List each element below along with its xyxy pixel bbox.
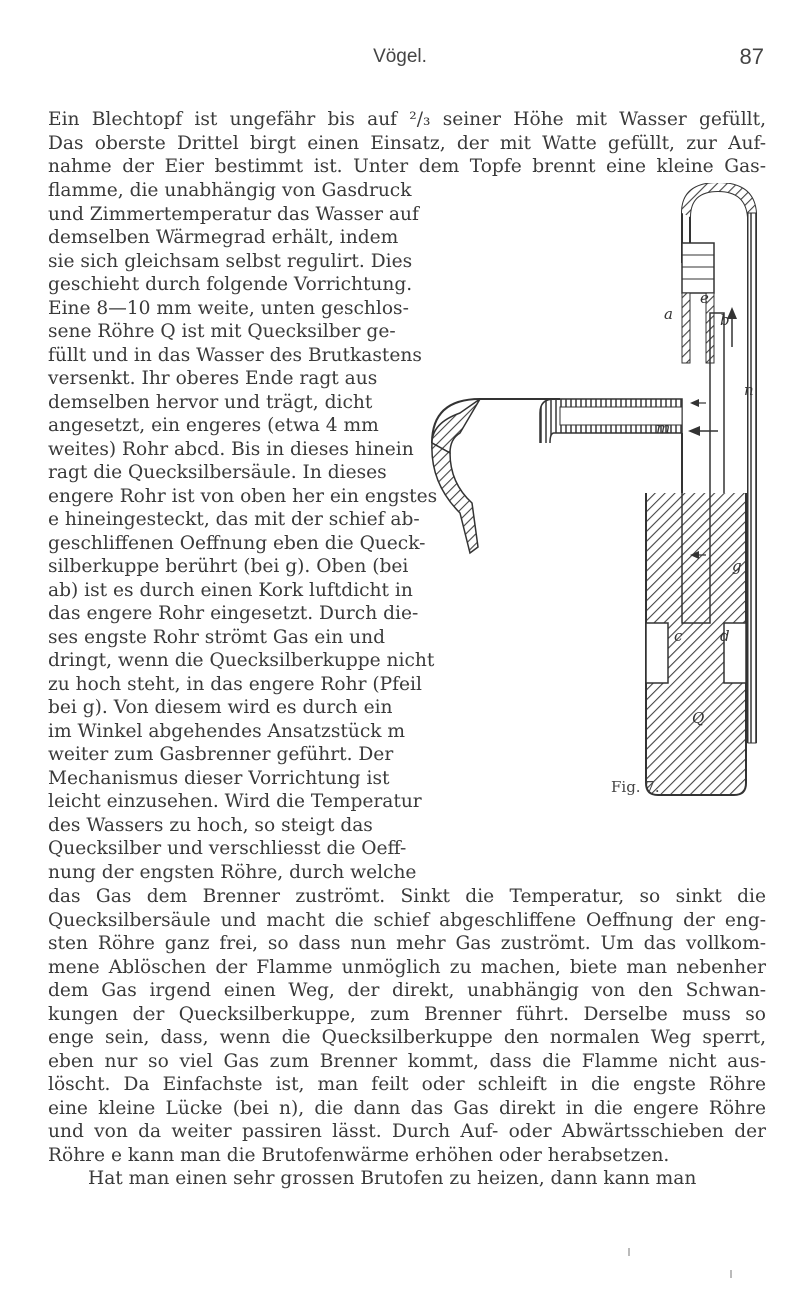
mercury-vessel-q xyxy=(646,493,746,795)
text-line: Quecksilber und verschliesst die Oeff- xyxy=(48,838,407,859)
text-line: nahme der Eier bestimmt ist. Unter dem Topfe brennt eine kleine Gas- xyxy=(48,156,766,177)
label-b: b xyxy=(720,311,730,329)
label-e: e xyxy=(700,289,709,307)
text-line: engere Rohr ist von oben her ein engstes xyxy=(48,485,438,507)
text-line: sten Röhre ganz frei, so dass nun mehr Gas zuströmt. Um das vollkom- xyxy=(48,933,766,954)
text-line: Röhre e kann man die Brutofenwärme erhöhen oder herabsetzen. xyxy=(48,1144,670,1166)
text-line: Mechanismus dieser Vorrichtung ist xyxy=(48,767,390,789)
text-line: sene Röhre Q ist mit Quecksilber ge- xyxy=(48,321,396,342)
text-line: demselben Wärmegrad erhält, indem xyxy=(48,227,399,248)
text-line: bei g). Von diesem wird es durch ein xyxy=(48,697,393,718)
text-line: ragt die Quecksilbersäule. In dieses xyxy=(48,462,387,483)
figure-caption: Fig. 7. xyxy=(611,778,660,796)
paragraph-bottom xyxy=(48,885,766,1191)
scan-mark xyxy=(730,1270,732,1278)
text-line: Hat man einen sehr grossen Brutofen zu heizen, dann kann man xyxy=(88,1168,697,1189)
text-line: eine kleine Lücke (bei n), die dann das Gas direkt in die engere Röhre xyxy=(48,1097,766,1119)
label-n: n xyxy=(744,381,754,399)
text-line: geschliffenen Oeffnung eben die Queck- xyxy=(48,532,426,554)
running-title: Vögel. xyxy=(373,46,427,67)
text-line: ab) ist es durch einen Kork luftdicht in xyxy=(48,579,413,601)
label-c: c xyxy=(674,627,683,645)
text-line: zu hoch steht, in das engere Rohr (Pfeil xyxy=(48,673,422,695)
text-line: Ein Blechtopf ist ungefähr bis auf ²/₃ seiner Höhe mit Wasser gefüllt, xyxy=(48,109,766,130)
label-g: g xyxy=(732,557,742,575)
figure-7-thermoregulator xyxy=(420,183,770,803)
text-line: Eine 8—10 mm weite, unten geschlos- xyxy=(48,297,409,319)
label-a: a xyxy=(664,305,673,323)
text-line: löscht. Da Einfachste ist, man feilt oder schleift in die engste Röhre xyxy=(48,1074,766,1095)
scan-mark xyxy=(628,1248,630,1256)
text-line: silberkuppe berührt (bei g). Oben (bei xyxy=(48,556,409,577)
page-header xyxy=(0,46,800,76)
text-line: eben nur so viel Gas zum Brenner kommt, dass die Flamme nicht aus- xyxy=(48,1050,766,1072)
text-line: geschieht durch folgende Vorrichtung. xyxy=(48,274,413,295)
apparatus-diagram xyxy=(420,183,770,803)
label-d: d xyxy=(720,627,730,645)
text-line: dem Gas irgend einen Weg, der direkt, unabhängig von den Schwan- xyxy=(48,980,766,1001)
text-line: flamme, die unabhängig von Gasdruck xyxy=(48,180,412,201)
text-line: mene Ablöschen der Flamme unmöglich zu machen, biete man nebenher xyxy=(48,956,766,978)
text-line: Das oberste Drittel birgt einen Einsatz, der mit Watte gefüllt, zur Auf- xyxy=(48,132,766,154)
paragraph-left-column xyxy=(48,179,438,884)
tube-b-wall-left xyxy=(682,293,690,363)
text-line: dringt, wenn die Quecksilberkuppe nicht xyxy=(48,650,435,671)
text-line: des Wassers zu hoch, so steigt das xyxy=(48,814,373,836)
text-line: e hineingesteckt, das mit der schief ab- xyxy=(48,509,420,530)
text-line: nung der engsten Röhre, durch welche xyxy=(48,861,417,883)
text-line: füllt und in das Wasser des Brutkastens xyxy=(48,344,422,366)
text-line: und Zimmertemperatur das Wasser auf xyxy=(48,203,419,225)
text-line: Quecksilbersäule und macht die schief abgeschliffene Oeffnung der eng- xyxy=(48,909,766,931)
text-line: sie sich gleichsam selbst regulirt. Dies xyxy=(48,250,413,272)
text-line: versenkt. Ihr oberes Ende ragt aus xyxy=(48,368,378,389)
text-line: kungen der Quecksilberkuppe, zum Brenner führt. Derselbe muss so xyxy=(48,1003,766,1025)
text-line: das engere Rohr eingesetzt. Durch die- xyxy=(48,603,419,624)
text-line: weites) Rohr abcd. Bis in dieses hinein xyxy=(48,438,414,460)
text-line: weiter zum Gasbrenner geführt. Der xyxy=(48,744,394,765)
outer-tube-right-wall xyxy=(748,213,756,743)
text-line: angesetzt, ein engeres (etwa 4 mm xyxy=(48,415,379,436)
paragraph-top xyxy=(48,108,766,179)
text-line: das Gas dem Brenner zuströmt. Sinkt die Temperatur, so sinkt die xyxy=(48,886,766,907)
text-line: enge sein, dass, wenn die Quecksilberkuppe den normalen Weg sperrt, xyxy=(48,1027,766,1048)
side-arm-m xyxy=(432,399,682,553)
text-line: und von da weiter passiren lässt. Durch Auf- oder Abwärtsschieben der xyxy=(48,1121,766,1142)
label-q: Q xyxy=(692,709,705,727)
label-m: m xyxy=(656,419,671,437)
text-line: demselben hervor und trägt, dicht xyxy=(48,391,373,413)
text-line: im Winkel abgehendes Ansatzstück m xyxy=(48,720,406,742)
text-line: ses engste Rohr strömt Gas ein und xyxy=(48,626,385,648)
page-number: 87 xyxy=(739,44,764,69)
cork-top xyxy=(682,243,714,293)
text-line: leicht einzusehen. Wird die Temperatur xyxy=(48,791,422,812)
